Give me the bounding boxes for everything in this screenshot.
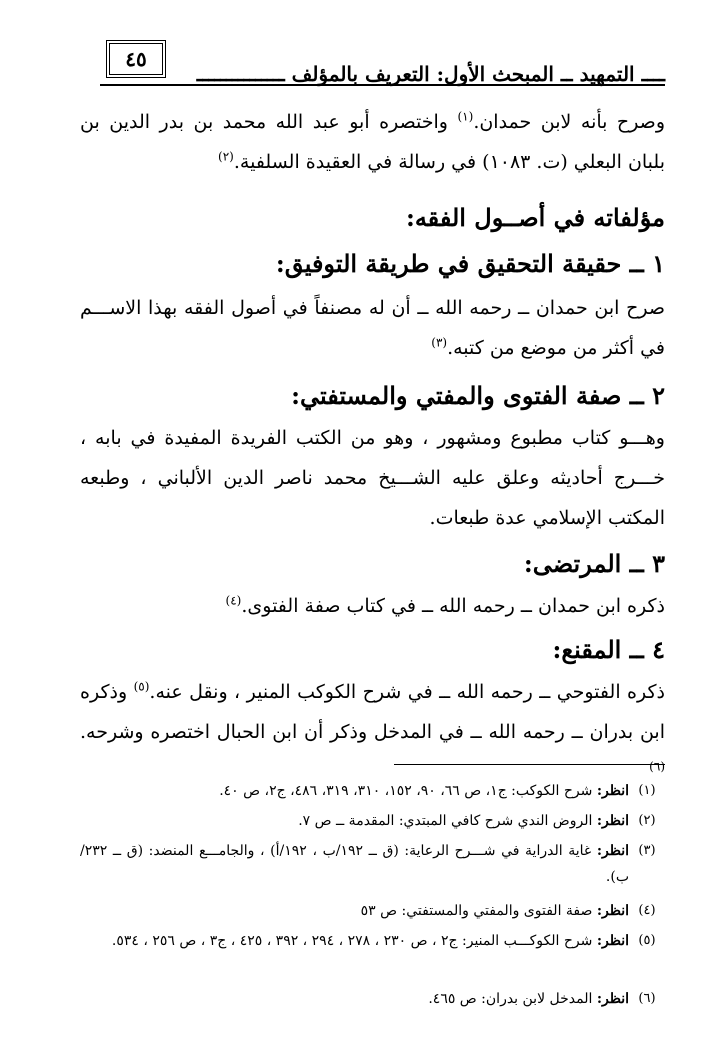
footnote — [80, 838, 665, 890]
footnote-ref[interactable]: (١) — [457, 109, 474, 124]
footnote-label: انظر: — [596, 843, 630, 859]
footnote-label: انظر: — [596, 813, 629, 829]
item-heading: ٤ ــ المقنع: — [552, 635, 665, 664]
footnote — [80, 808, 665, 834]
footnote-text: الروض الندي شرح كافي المبتدي: المقدمة ــ ص ٧. — [298, 813, 597, 829]
footnote — [80, 986, 665, 1012]
footnote-number: (٢) — [638, 813, 656, 828]
footnote-text: شرح الكوكب: ج١، ص ٦٦، ٩٠، ١٥٢، ٣١٠، ٣١٩، ٤٨٦، ج٢، ص ٤٠. — [219, 783, 597, 799]
footnote-number: (٦) — [638, 991, 656, 1006]
footnote-number: (٣) — [638, 843, 656, 858]
intro-text-2: واختصره أبو عبد الله محمد بن بدر الدين بن بلبان البعلي (ت. ١٠٨٣) في رسالة في العقيدة السلفية. — [80, 111, 665, 173]
item-paragraph — [80, 288, 665, 368]
footnote-text: المدخل لابن بدران: ص ٤٦٥. — [428, 991, 597, 1007]
footnote-ref[interactable]: (٢) — [218, 149, 234, 164]
page-number: ٤٥ — [106, 40, 166, 78]
item-paragraph — [80, 672, 665, 792]
footnote-text: صفة الفتوى والمفتي والمستفتي: ص ٥٣ — [360, 903, 597, 919]
footnote-label: انظر: — [596, 991, 629, 1007]
footnote-number: (٤) — [638, 903, 656, 918]
footnote-separator — [394, 764, 665, 765]
footnote-label: انظر: — [596, 783, 629, 799]
running-header: ــــ التمهيد ــ المبحث الأول: التعريف بالمؤلف ـــــــــــــــ — [196, 62, 665, 86]
item-heading: ٣ ــ المرتضى: — [523, 549, 665, 578]
footnote — [80, 778, 665, 804]
item-text: ذكره ابن حمدان ــ رحمه الله ــ في كتاب صفة الفتوى. — [241, 595, 665, 617]
footnote-text: غاية الدراية في شـــرح الرعاية: (ق ــ ١٩٢/ب ، ١٩٢/أ) ، والجامـــع المنضد: (ق ــ ٢٣٢/ب). — [80, 843, 629, 885]
item-heading: ١ ــ حقيقة التحقيق في طريقة التوفيق: — [275, 249, 665, 278]
footnote-ref[interactable]: (٣) — [431, 335, 448, 350]
item-text: وهـــو كتاب مطبوع ومشهور ، وهو من الكتب الفريدة المفيدة في بابه ، خـــرج أحاديثه وعلق عليه الشـــيخ محمد ناصر الدين الألباني ، وطبعه المكتب الإسلامي عدة طبعات. — [80, 427, 665, 529]
footnote-ref[interactable]: (٥) — [133, 679, 150, 694]
item-text: وذكره ابن بدران ــ رحمه الله ــ في المدخل وذكر أن ابن الحبال اختصره وشرحه. — [80, 681, 665, 743]
item-text: صرح ابن حمدان ــ رحمه الله ــ أن له مصنفاً في أصول الفقه بهذا الاســـم في أكثر من موضع من كتبه. — [80, 297, 665, 359]
footnote — [80, 928, 665, 954]
item-paragraph — [80, 418, 665, 538]
header-rule — [100, 84, 665, 86]
item-text: ذكره الفتوحي ــ رحمه الله ــ في شرح الكوكب المنير ، ونقل عنه. — [149, 681, 665, 703]
footnote-text: شرح الكوكـــب المنير: ج٢ ، ص ٢٣٠ ، ٢٧٨ ، ٢٩٤ ، ٣٩٢ ، ٤٢٥ ، ج٣ ، ص ٢٥٦ ، ٥٣٤. — [111, 933, 597, 949]
footnote-number: (٥) — [638, 933, 656, 948]
intro-text-1: وصرح بأنه لابن حمدان. — [473, 111, 665, 133]
section-heading: مؤلفاته في أصــول الفقه: — [405, 203, 665, 232]
item-paragraph — [80, 586, 665, 626]
intro-paragraph — [80, 102, 665, 182]
footnote-label: انظر: — [596, 933, 629, 949]
footnote — [80, 898, 665, 924]
footnote-number: (١) — [638, 783, 656, 798]
footnote-ref[interactable]: (٤) — [225, 593, 242, 608]
footnote-ref[interactable]: (٦) — [649, 759, 665, 774]
footnote-label: انظر: — [596, 903, 629, 919]
item-heading: ٢ ــ صفة الفتوى والمفتي والمستفتي: — [291, 381, 665, 410]
